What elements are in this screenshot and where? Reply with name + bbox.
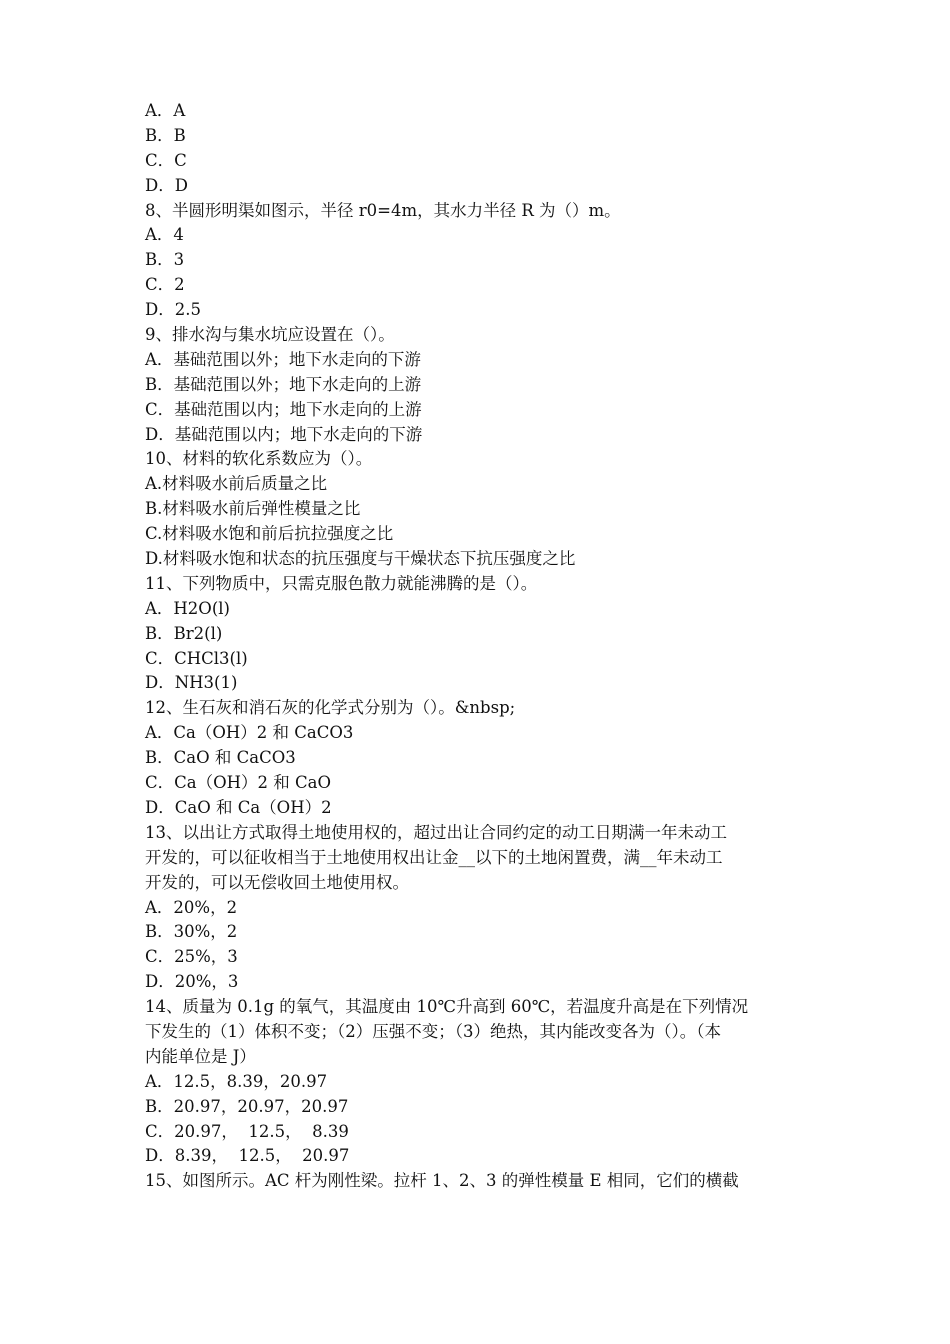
question-13-stem: 开发的，可以征收相当于土地使用权出让金__以下的土地闲置费，满__年未动工 (145, 847, 723, 867)
option-line: B．基础范围以外；地下水走向的上游 (145, 374, 422, 394)
option-line: C．25%，3 (145, 947, 238, 967)
option-line: D．D (145, 175, 188, 195)
option-line: D．基础范围以内；地下水走向的下游 (145, 424, 423, 444)
option-line: C．20.97， 12.5， 8.39 (145, 1121, 349, 1141)
option-line: C．C (145, 150, 187, 170)
question-13-stem: 13、以出让方式取得土地使用权的，超过出让合同约定的动工日期满一年未动工 (145, 822, 727, 842)
option-line: A．H2O(l) (145, 598, 230, 618)
option-line: B．30%，2 (145, 922, 238, 942)
option-line: A．12.5，8.39，20.97 (145, 1071, 328, 1091)
option-line: D．2.5 (145, 300, 201, 320)
question-11-stem: 11、下列物质中，只需克服色散力就能沸腾的是（）。 (145, 573, 538, 593)
question-14-stem: 下发生的（1）体积不变；（2）压强不变；（3）绝热，其内能改变各为（）。（本 (145, 1021, 721, 1041)
option-line: D．NH3(1) (145, 673, 238, 693)
question-10-stem: 10、材料的软化系数应为（）。 (145, 449, 373, 469)
option-line: C．Ca（OH）2 和 CaO (145, 773, 331, 793)
option-line: A．Ca（OH）2 和 CaCO3 (145, 723, 354, 743)
option-line: B．B (145, 125, 186, 145)
option-line: D．20%，3 (145, 972, 239, 992)
option-line: D.材料吸水饱和状态的抗压强度与干燥状态下抗压强度之比 (145, 549, 576, 569)
question-14-stem: 14、质量为 0.1g 的氧气，其温度由 10℃升高到 60℃，若温度升高是在下列情况 (145, 997, 749, 1017)
option-line: C．基础范围以内；地下水走向的上游 (145, 399, 422, 419)
question-13-stem: 开发的，可以无偿收回土地使用权。 (145, 872, 409, 892)
option-line: A．A (145, 101, 186, 120)
option-line: B．3 (145, 250, 185, 270)
option-line: A．20%，2 (145, 897, 238, 917)
document-body (145, 99, 810, 1194)
question-9-stem: 9、排水沟与集水坑应设置在（）。 (145, 325, 395, 345)
question-15-stem: 15、如图所示。AC 杆为刚性梁。拉杆 1、2、3 的弹性模量 E 相同，它们的横截 (145, 1171, 739, 1191)
option-line: B.材料吸水前后弹性模量之比 (145, 499, 361, 519)
option-line: B．20.97，20.97，20.97 (145, 1096, 349, 1116)
option-line: D．CaO 和 Ca（OH）2 (145, 797, 332, 817)
option-line: A．基础范围以外；地下水走向的下游 (145, 349, 421, 369)
option-line: C．CHCl3(l) (145, 648, 248, 668)
option-line: B．CaO 和 CaCO3 (145, 748, 296, 768)
question-8-stem: 8、半圆形明渠如图示，半径 r0=4m，其水力半径 R 为（）m。 (145, 200, 621, 220)
option-line: B．Br2(l) (145, 623, 223, 643)
option-line: C．2 (145, 275, 185, 295)
question-12-stem: 12、生石灰和消石灰的化学式分别为（）。&nbsp; (145, 698, 516, 718)
question-14-stem: 内能单位是 J） (145, 1046, 256, 1066)
option-line: C.材料吸水饱和前后抗拉强度之比 (145, 524, 394, 544)
option-line: A.材料吸水前后质量之比 (145, 474, 328, 494)
option-line: A．4 (145, 225, 184, 245)
option-line: D．8.39， 12.5， 20.97 (145, 1146, 350, 1166)
